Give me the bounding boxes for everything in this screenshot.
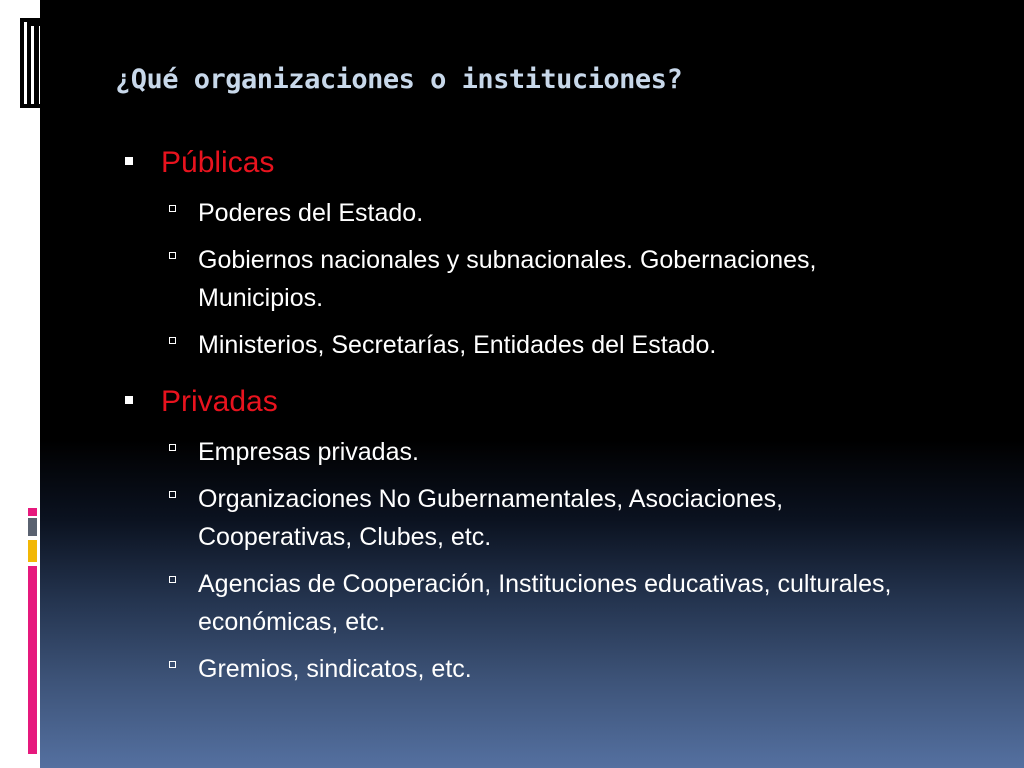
slide-title: ¿Qué organizaciones o instituciones? [115,64,683,95]
left-decorative-bar [0,0,40,768]
hollow-square-bullet-icon [169,661,176,668]
list-item [125,241,985,317]
list-item-text: Agencias de Cooperación, Instituciones educativas, culturales, económicas, etc. [198,570,892,636]
list-item [125,194,985,232]
hollow-square-bullet-icon [169,205,176,212]
list-item-privadas [125,379,985,425]
hollow-square-bullet-icon [169,252,176,259]
bullet-list [125,140,985,697]
document-stack-icon [0,8,40,118]
list-item-text: Gremios, sindicatos, etc. [198,655,472,683]
accent-strip-pink [28,566,37,754]
list-item-text: Gobiernos nacionales y subnacionales. Gobernaciones, Municipios. [198,246,817,312]
hollow-square-bullet-icon [169,491,176,498]
list-item-publicas [125,140,985,186]
list-item-text: Organizaciones No Gubernamentales, Asociaciones, Cooperativas, Clubes, etc. [198,485,784,551]
list-item [125,650,985,688]
list-item-text: Ministerios, Secretarías, Entidades del Estado. [198,331,717,359]
accent-strip-slate [28,518,37,536]
hollow-square-bullet-icon [169,337,176,344]
group-heading: Privadas [161,385,278,418]
square-bullet-icon [125,396,133,404]
list-item [125,480,985,556]
list-item-text: Empresas privadas. [198,438,419,466]
group-heading: Públicas [161,146,275,179]
square-bullet-icon [125,157,133,165]
list-item [125,565,985,641]
hollow-square-bullet-icon [169,444,176,451]
list-item-text: Poderes del Estado. [198,199,424,227]
accent-strip-gold [28,540,37,562]
accent-strip-pink-top [28,508,37,516]
list-item [125,433,985,471]
hollow-square-bullet-icon [169,576,176,583]
list-item [125,326,985,364]
